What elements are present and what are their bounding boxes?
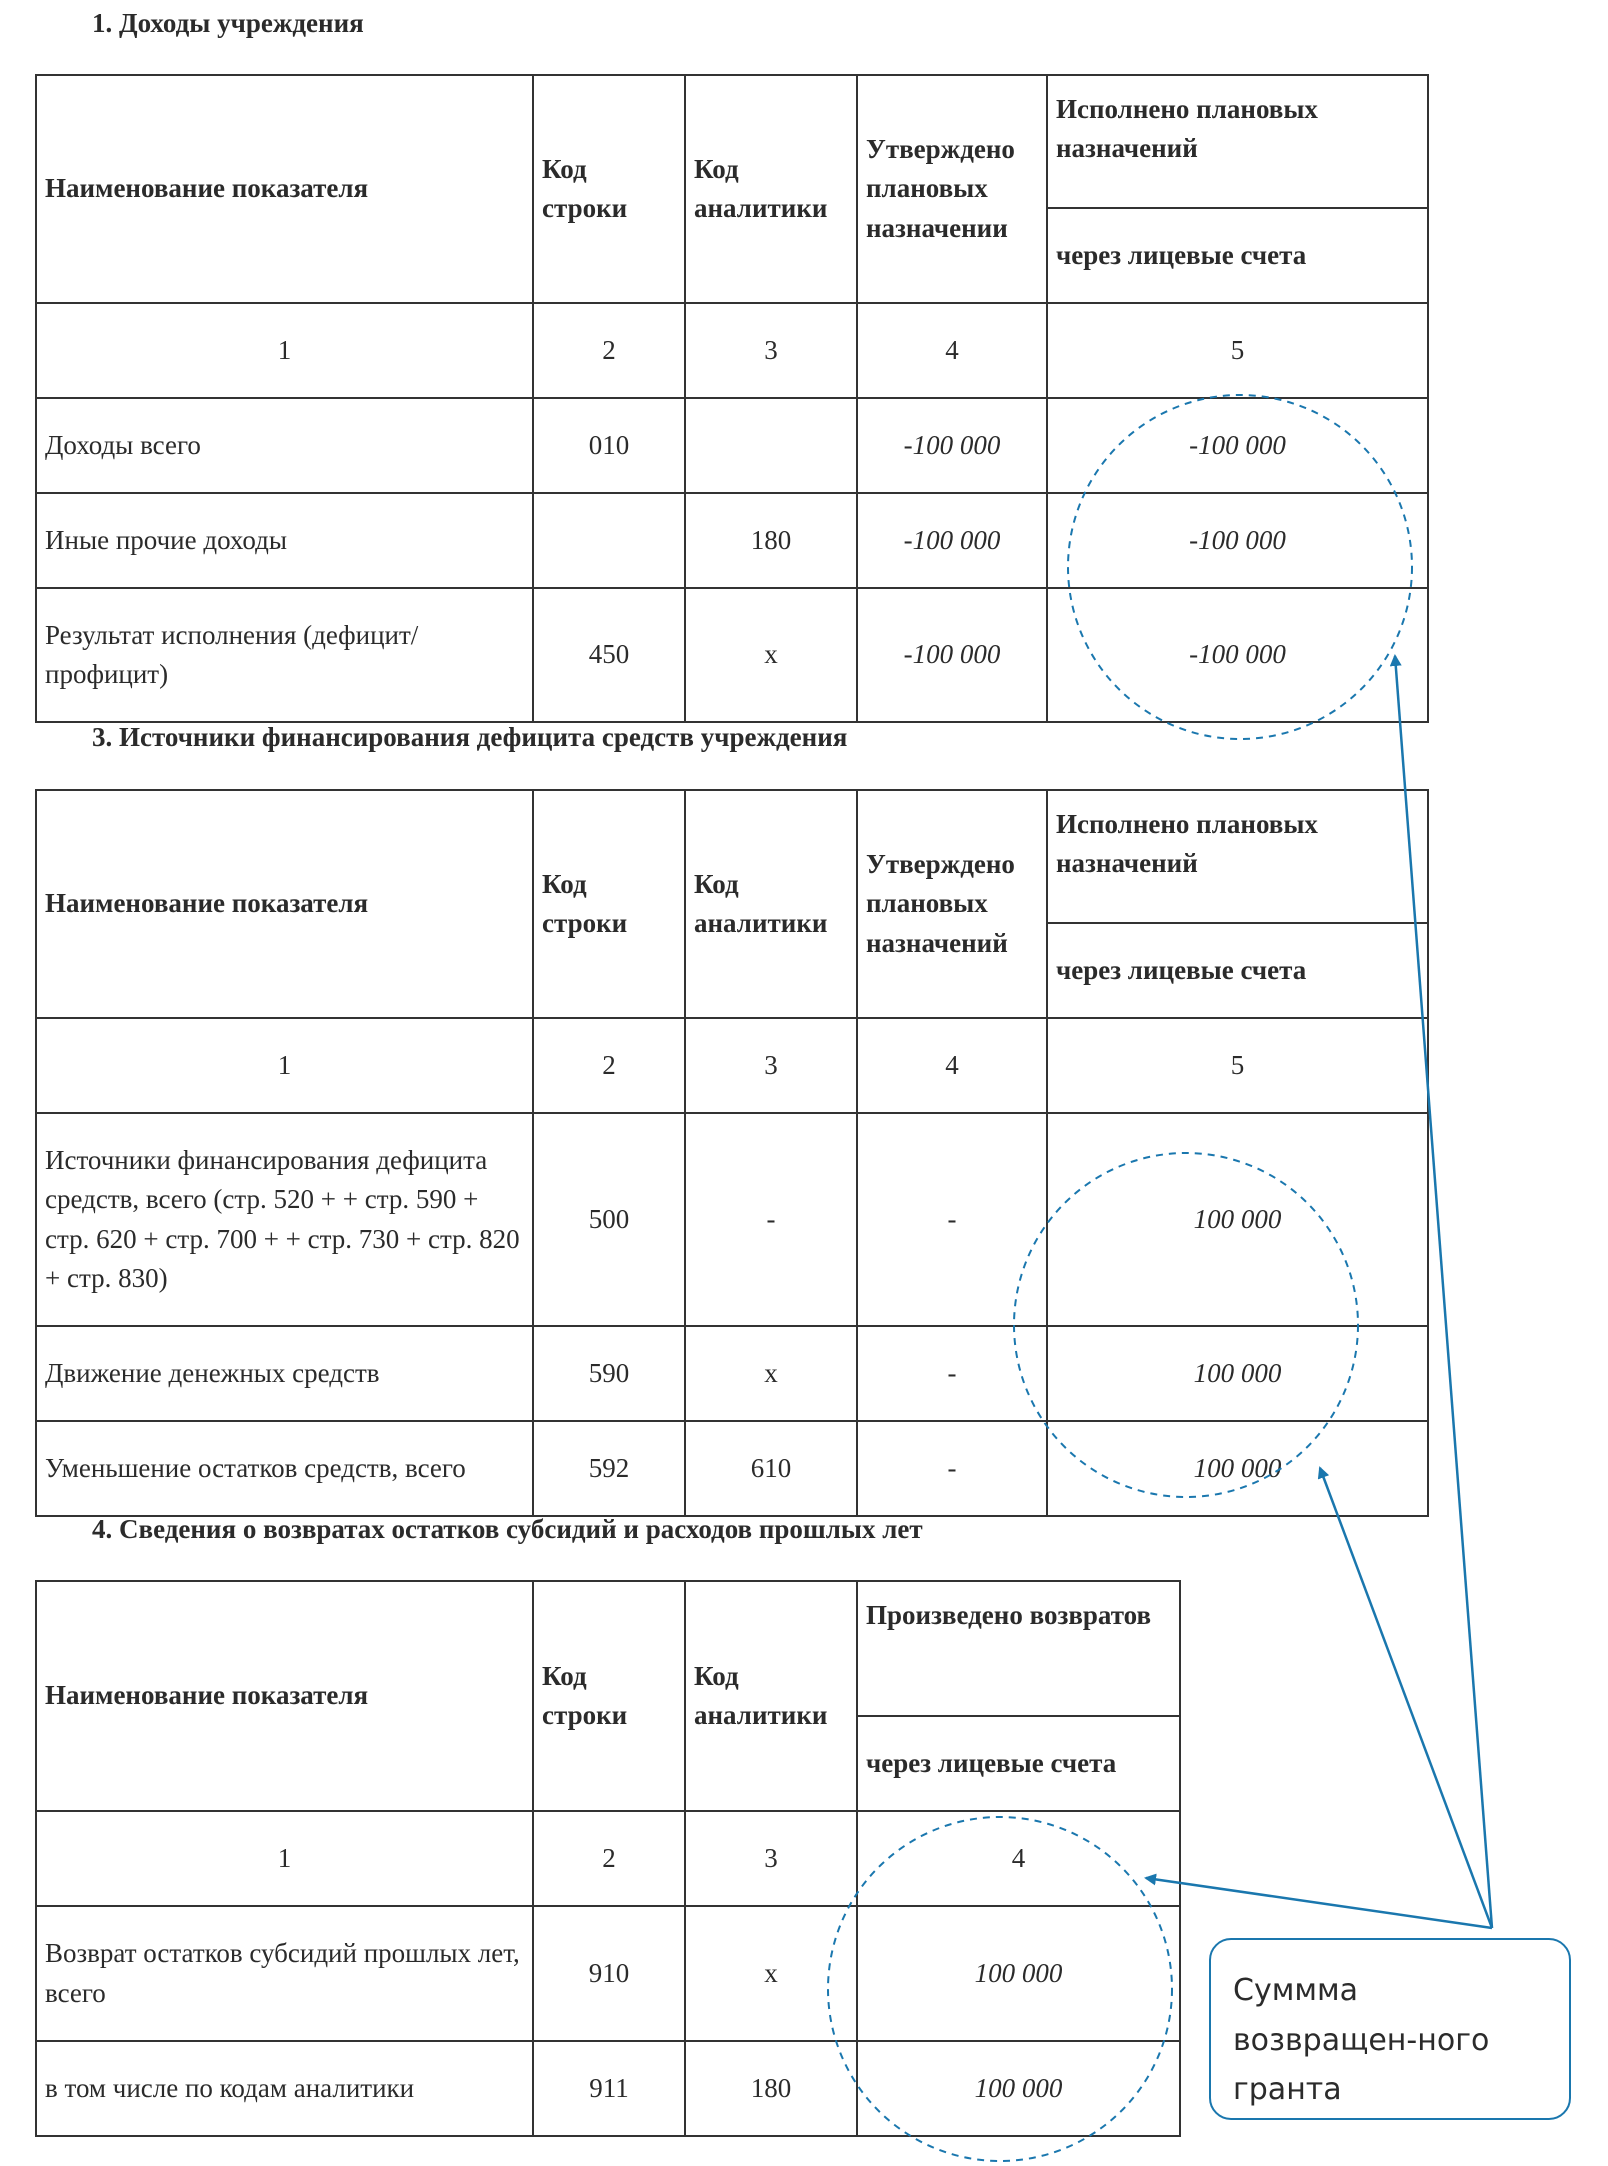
header-returned: Произведено возвратов	[857, 1581, 1180, 1716]
row-name: Уменьшение остатков средств, всего	[36, 1421, 533, 1516]
row-name: в том числе по кодам аналитики	[36, 2041, 533, 2136]
header-code-row: Код строки	[533, 790, 685, 1018]
table-row	[36, 1113, 1428, 1326]
row-analytics	[685, 398, 857, 493]
row-analytics: х	[685, 588, 857, 722]
header-code-analytics: Код аналитики	[685, 75, 857, 303]
col-number: 5	[1047, 303, 1428, 398]
row-name: Результат исполнения (дефицит/ профицит)	[36, 588, 533, 722]
row-code: 450	[533, 588, 685, 722]
col-number: 3	[685, 303, 857, 398]
header-name: Наименование показателя	[36, 1581, 533, 1811]
row-executed: 100 000	[1047, 1113, 1428, 1326]
col-number: 3	[685, 1018, 857, 1113]
row-name: Иные прочие доходы	[36, 493, 533, 588]
row-executed: -100 000	[1047, 588, 1428, 722]
arrow-to-financing	[1320, 1468, 1492, 1928]
table-row	[36, 1326, 1428, 1421]
col-number: 1	[36, 303, 533, 398]
col-number: 5	[1047, 1018, 1428, 1113]
header-approved: Утверждено плановых назначении	[857, 75, 1047, 303]
section-4-title: 4. Сведения о возвратах остатков субсидий и расходов прошлых лет	[92, 1514, 923, 1544]
row-executed: 100 000	[1047, 1326, 1428, 1421]
col-number: 4	[857, 1811, 1180, 1906]
financing-sources-table	[35, 789, 1429, 1517]
income-table	[35, 74, 1429, 723]
header-code-row: Код строки	[533, 75, 685, 303]
row-code	[533, 493, 685, 588]
row-approved: -	[857, 1421, 1047, 1516]
row-returned: 100 000	[857, 2041, 1180, 2136]
table-row	[36, 1906, 1180, 2041]
col-number: 2	[533, 303, 685, 398]
col-number: 3	[685, 1811, 857, 1906]
row-executed: 100 000	[1047, 1421, 1428, 1516]
header-approved: Утверждено плановых назначений	[857, 790, 1047, 1018]
column-number-row	[36, 1811, 1180, 1906]
row-name: Движение денежных средств	[36, 1326, 533, 1421]
row-code: 910	[533, 1906, 685, 2041]
row-executed: -100 000	[1047, 398, 1428, 493]
row-executed: -100 000	[1047, 493, 1428, 588]
row-code: 592	[533, 1421, 685, 1516]
row-analytics: 610	[685, 1421, 857, 1516]
row-code: 590	[533, 1326, 685, 1421]
column-number-row	[36, 303, 1428, 398]
col-number: 4	[857, 303, 1047, 398]
row-name: Возврат остатков субсидий прошлых лет, всего	[36, 1906, 533, 2041]
row-analytics: 180	[685, 493, 857, 588]
callout-text: Сумммa возвращен-ного гранта	[1233, 1973, 1490, 2107]
header-via-accounts: через лицевые счета	[1047, 208, 1428, 303]
row-name: Источники финансирования дефицита средств, всего (стр. 520 + + стр. 590 + стр. 620 + стр. 700 + + стр. 730 + стр. 820 + стр. 830)	[36, 1113, 533, 1326]
row-code: 010	[533, 398, 685, 493]
header-name: Наименование показателя	[36, 790, 533, 1018]
table-row	[36, 398, 1428, 493]
row-approved: -	[857, 1326, 1047, 1421]
row-approved: -100 000	[857, 588, 1047, 722]
col-number: 2	[533, 1811, 685, 1906]
header-name: Наименование показателя	[36, 75, 533, 303]
row-approved: -	[857, 1113, 1047, 1326]
row-analytics: 180	[685, 2041, 857, 2136]
header-code-analytics: Код аналитики	[685, 790, 857, 1018]
row-analytics: -	[685, 1113, 857, 1326]
col-number: 1	[36, 1811, 533, 1906]
section-3-title: 3. Источники финансирования дефицита средств учреждения	[92, 722, 848, 752]
header-via-accounts: через лицевые счета	[857, 1716, 1180, 1811]
header-via-accounts: через лицевые счета	[1047, 923, 1428, 1018]
row-approved: -100 000	[857, 398, 1047, 493]
col-number: 4	[857, 1018, 1047, 1113]
row-analytics: х	[685, 1906, 857, 2041]
table-row	[36, 1421, 1428, 1516]
arrow-to-returns	[1146, 1878, 1492, 1928]
header-code-row: Код строки	[533, 1581, 685, 1811]
col-number: 1	[36, 1018, 533, 1113]
table-row	[36, 493, 1428, 588]
row-code: 500	[533, 1113, 685, 1326]
table-row	[36, 2041, 1180, 2136]
column-number-row	[36, 1018, 1428, 1113]
header-executed: Исполнено плановых назначений	[1047, 75, 1428, 208]
col-number: 2	[533, 1018, 685, 1113]
returns-table	[35, 1580, 1181, 2137]
header-code-analytics: Код аналитики	[685, 1581, 857, 1811]
row-approved: -100 000	[857, 493, 1047, 588]
row-analytics: х	[685, 1326, 857, 1421]
callout-box	[1209, 1938, 1571, 2120]
row-returned: 100 000	[857, 1906, 1180, 2041]
section-1-title: 1. Доходы учреждения	[92, 8, 364, 38]
header-executed: Исполнено плановых назначений	[1047, 790, 1428, 923]
row-name: Доходы всего	[36, 398, 533, 493]
table-row	[36, 588, 1428, 722]
row-code: 911	[533, 2041, 685, 2136]
